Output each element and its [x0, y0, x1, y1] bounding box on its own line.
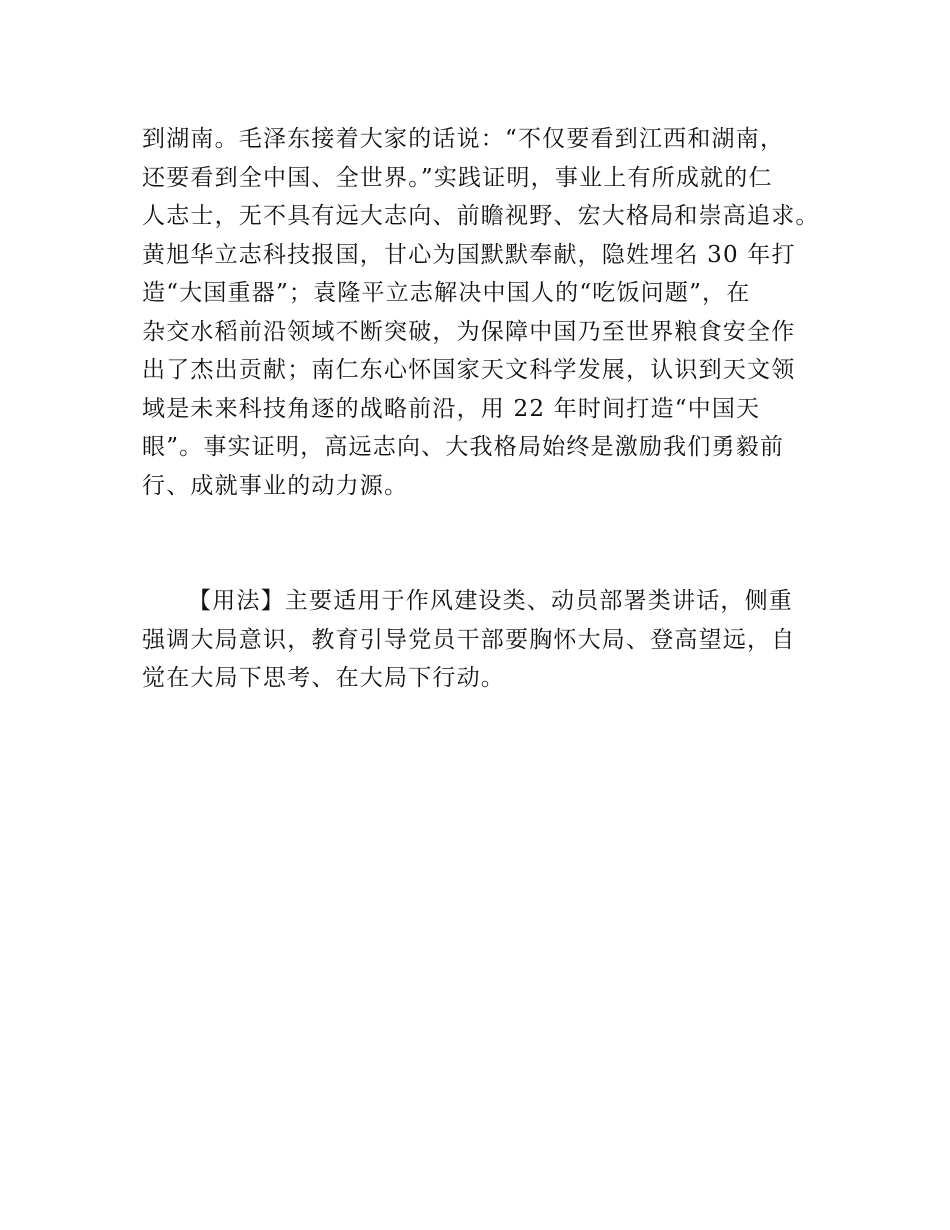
usage-line: 觉在大局下思考、在大局下行动。 — [142, 665, 505, 691]
paragraph-line: 到湖南。毛泽东接着大家的话说：“不仅要看到江西和湖南， — [142, 126, 785, 152]
paragraph-line: 行、成就事业的动力源。 — [142, 472, 409, 499]
paragraph-line: 造“大国重器”；袁隆平立志解决中国人的“吃饭问题”，在 — [142, 280, 751, 306]
usage-paragraph — [142, 582, 814, 698]
paragraph-line: 域是未来科技角逐的战略前沿，用 22 年时间打造“中国天 — [142, 395, 761, 422]
body-paragraph — [142, 120, 820, 505]
paragraph-line: 还要看到全中国、全世界。”实践证明，事业上有所成就的仁 — [142, 164, 773, 191]
paragraph-line: 出了杰出贡献；南仁东心怀国家天文科学发展，认识到天文领 — [142, 357, 796, 383]
paragraph-line: 杂交水稻前沿领域不断突破，为保障中国乃至世界粮食安全作 — [142, 318, 796, 345]
paragraph-line: 眼”。事实证明，高远志向、大我格局始终是激励我们勇毅前 — [142, 434, 785, 460]
usage-line: 【用法】主要适用于作风建设类、动员部署类讲话，侧重 — [188, 588, 793, 614]
usage-line: 强调大局意识，教育引导党员干部要胸怀大局、登高望远，自 — [142, 626, 796, 653]
paragraph-line: 人志士，无不具有远大志向、前瞻视野、宏大格局和崇高追求。 — [142, 203, 820, 229]
paragraph-line: 黄旭华立志科技报国，甘心为国默默奉献，隐姓埋名 30 年打 — [142, 241, 796, 268]
